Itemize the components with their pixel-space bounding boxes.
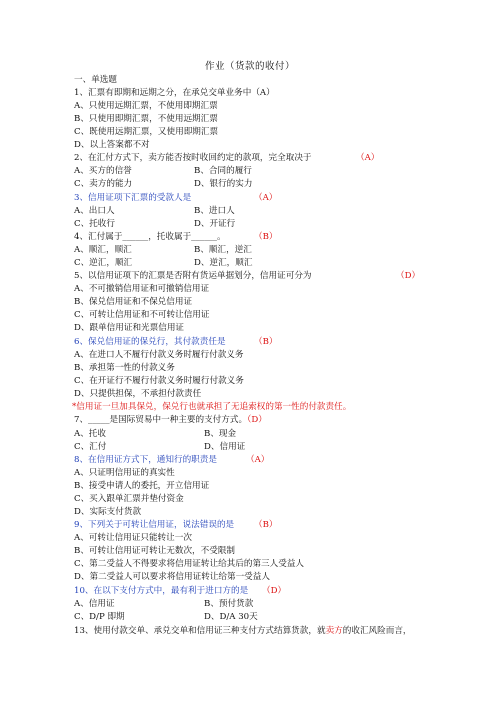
question-text-end: 的收汇风险而言， bbox=[342, 626, 412, 636]
option: C、汇付 bbox=[74, 442, 107, 452]
question-10 bbox=[74, 586, 287, 597]
option: D、开证行 bbox=[194, 219, 236, 229]
question-text: 5、以信用证项下的汇票是否附有货运单据划分，信用证可分为 bbox=[74, 271, 312, 281]
highlight-text: 卖方 bbox=[325, 626, 343, 636]
option: A、信用证 bbox=[74, 599, 115, 609]
option: D、以上答案都不对 bbox=[74, 140, 150, 150]
option: A、只证明信用证的真实性 bbox=[74, 468, 175, 478]
option: A、买方的信誉 bbox=[74, 166, 132, 176]
answer: （D） bbox=[396, 271, 421, 281]
option-row bbox=[74, 206, 454, 217]
page-title: 作业（货款的收付） bbox=[204, 61, 295, 72]
question-text: 3、信用证项下汇票的受款人是 bbox=[74, 193, 192, 203]
option: A、出口人 bbox=[74, 206, 115, 216]
option: D、跟单信用证和光票信用证 bbox=[74, 323, 185, 333]
option: B、保兑信用证和不保兑信用证 bbox=[74, 297, 193, 307]
option: B、接受申请人的委托，开立信用证 bbox=[74, 481, 210, 491]
answer: （B） bbox=[254, 520, 278, 530]
option: C、在开证行不履行付款义务时履行付款义务 bbox=[74, 376, 244, 386]
question-6 bbox=[74, 337, 278, 348]
option: A、托收 bbox=[74, 429, 106, 439]
question-9 bbox=[74, 520, 278, 531]
option-row bbox=[74, 219, 454, 230]
option-row bbox=[74, 179, 454, 190]
question-8 bbox=[74, 455, 270, 466]
option: C、托收行 bbox=[74, 219, 115, 229]
option: C、买入跟单汇票并垫付资金 bbox=[74, 494, 184, 504]
option: A、只使用远期汇票，不使用即期汇票 bbox=[74, 101, 218, 111]
option-row bbox=[74, 612, 454, 623]
option: C、可转让信用证和不可转让信用证 bbox=[74, 310, 210, 320]
option: D、信用证 bbox=[204, 442, 246, 452]
question-1 bbox=[74, 88, 275, 99]
option: D、实际支付货款 bbox=[74, 507, 142, 517]
option: A、不可撤销信用证和可撤销信用证 bbox=[74, 284, 210, 294]
option: B、进口人 bbox=[194, 206, 235, 216]
option-row bbox=[74, 245, 454, 256]
option-row bbox=[74, 429, 454, 440]
question-4 bbox=[74, 232, 278, 243]
question-text: 6、保兑信用证的保兑行，其付款责任是 bbox=[74, 337, 226, 347]
option: B、只使用即期汇票，不使用远期汇票 bbox=[74, 114, 218, 124]
option: B、合同的履行 bbox=[194, 166, 252, 176]
question-text: 13、使用付款交单、承兑交单和信用证三种支付方式结算货款，就 bbox=[74, 626, 326, 636]
option: C、既使用远期汇票，又使用即期汇票 bbox=[74, 127, 219, 137]
option-row bbox=[74, 599, 454, 610]
option: A、在进口人不履行付款义务时履行付款义务 bbox=[74, 350, 244, 360]
answer: （B） bbox=[254, 232, 278, 242]
question-text: 9、下列关于可转让信用证，说法错误的是 bbox=[74, 520, 235, 530]
option: D、只提供担保，不承担付款责任 bbox=[74, 389, 202, 399]
option: D、银行的实力 bbox=[194, 179, 253, 189]
answer: （A） bbox=[356, 153, 380, 163]
question-text: 7、_____是国际贸易中一种主要的支付方式。 bbox=[74, 415, 248, 425]
answer: （A） bbox=[246, 455, 270, 465]
explanation-note: *信用证一旦加具保兑，保兑行也就承担了无追索权的第一性的付款责任。 bbox=[72, 402, 352, 412]
question-text: 8、在信用证方式下，通知行的职责是 bbox=[74, 455, 217, 465]
option-row bbox=[74, 166, 454, 177]
question-text: 2、在汇付方式下，卖方能否按时收回约定的款项，完全取决于 bbox=[74, 153, 312, 163]
option: D、D/A 30天 bbox=[204, 612, 258, 622]
question-text: 1、汇票有即期和远期之分，在承兑交单业务中（A） bbox=[74, 88, 275, 98]
option: C、第二受益人不得要求将信用证转让给其后的第三人受益人 bbox=[74, 559, 305, 569]
option: A、顺汇，顺汇 bbox=[74, 245, 132, 255]
option: C、D/P 即期 bbox=[74, 612, 125, 622]
option-row bbox=[74, 442, 454, 453]
option: B、预付货款 bbox=[204, 599, 254, 609]
option: B、可转让信用证可转让无数次，不受限制 bbox=[74, 546, 236, 556]
option: D、第二受益人可以要求将信用证转让给第一受益人 bbox=[74, 572, 270, 582]
question-7 bbox=[74, 415, 267, 426]
question-text: 10、在以下支付方式中，最有利于进口方的是 bbox=[74, 586, 249, 596]
question-13 bbox=[74, 626, 412, 637]
option: B、顺汇，逆汇 bbox=[194, 245, 252, 255]
option-row bbox=[74, 258, 454, 269]
answer: （D） bbox=[247, 415, 267, 425]
question-2 bbox=[74, 153, 380, 164]
option: C、卖方的能力 bbox=[74, 179, 133, 189]
option: B、现金 bbox=[204, 429, 237, 439]
answer: （B） bbox=[254, 337, 278, 347]
question-5 bbox=[74, 271, 421, 282]
answer: （A） bbox=[254, 193, 278, 203]
option: D、逆汇，顺汇 bbox=[194, 258, 253, 268]
section-heading: 一、单选题 bbox=[74, 75, 117, 85]
option: A、可转让信用证只能转让一次 bbox=[74, 533, 192, 543]
answer: （D） bbox=[262, 586, 287, 596]
question-3 bbox=[74, 193, 278, 204]
option: B、承担第一性的付款义务 bbox=[74, 363, 175, 373]
question-text: 4、汇付属于______，托收属于______。 bbox=[74, 232, 226, 242]
option: C、逆汇，顺汇 bbox=[74, 258, 133, 268]
